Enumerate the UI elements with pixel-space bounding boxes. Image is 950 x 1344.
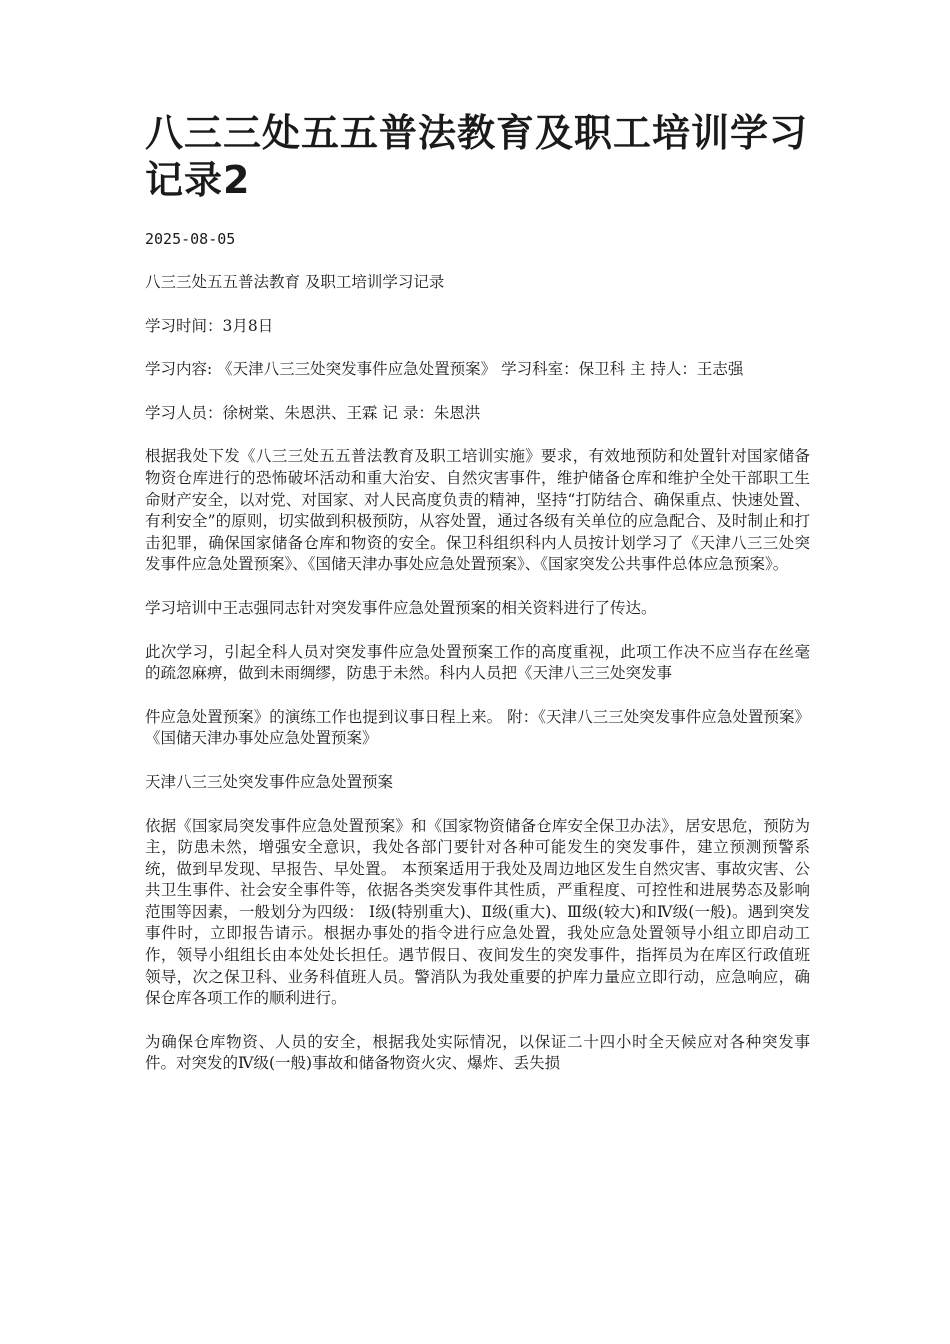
document-body — [145, 272, 810, 1097]
paragraph-plan-basis: 依据《国家局突发事件应急处置预案》和《国家物资储备仓库安全保卫办法》，居安思危，预防为主，防患未然，增强安全意识，我处各部门要针对各种可能发生的突发事件，建立预测预警系统，做到早发现、早报告、早处置。 本预案适用于我处及周边地区发生自然灾害、事故灾害、公共卫生事件、社会安全事件等，依据各类突发事件其性质，严重程度、可控性和进展势态及影响范围等因素，一般划分为四级： Ⅰ级(特别重大)、Ⅱ级(重大)、Ⅲ级(较大)和Ⅳ级(一般)。遇到突发事件时，立即报告请示。根据办事处的指令进行应急处置，我处应急处置领导小组立即启动工作，领导小组组长由本处处长担任。遇节假日、夜间发生的突发事件，指挥员为在库区行政值班领导，次之保卫科、业务科值班人员。警消队为我处重要的护库力量应立即行动，应急响应，确保仓库各项工作的顺利进行。 — [145, 816, 810, 1008]
paragraph-subtitle: 八三三处五五普法教育 及职工培训学习记录 — [145, 273, 445, 291]
paragraph-study-effect: 此次学习，引起全科人员对突发事件应急处置预案工作的高度重视，此项工作决不应当存在丝毫的疏忽麻痹，做到未雨绸缪，防患于未然。科内人员把《天津八三三处突发事 — [145, 642, 810, 683]
paragraph-study-content: 学习内容: 《天津八三三处突发事件应急处置预案》 学习科室：保卫科 主 持人：王志强 — [145, 360, 744, 379]
paragraph-appendix: 件应急处置预案》的演练工作也提到议事日程上来。 附：《天津八三三处突发事件应急处置预案》 《国储天津办事处应急处置预案》 — [145, 707, 810, 748]
document-title: 八三三处五五普法教育及职工培训学习记录2 — [145, 111, 809, 202]
paragraph-study-time: 学习时间：3月8日 — [145, 316, 274, 335]
paragraph-training-note: 学习培训中王志强同志针对突发事件应急处置预案的相关资料进行了传达。 — [145, 598, 657, 617]
paragraph-requirements: 根据我处下发《八三三处五五普法教育及职工培训实施》要求，有效地预防和处置针对国家储备物资仓库进行的恐怖破坏活动和重大治安、自然灾害事件，维护储备仓库和维护全处干部职工生命财产安全，以对党、对国家、对人民高度负责的精神，坚持“打防结合、确保重点、快速处置、有利安全”的原则，切实做到积极预防，从容处置，通过各级有关单位的应急配合、及时制止和打击犯罪，确保国家储备仓库和物资的安全。保卫科组织科内人员按计划学习了《天津八三三处突发事件应急处置预案》、《国储天津办事处应急处置预案》、《国家突发公共事件总体应急预案》。 — [145, 447, 810, 574]
paragraph-attendees: 学习人员：徐树棠、朱恩洪、王霖 记 录：朱恩洪 — [145, 403, 481, 422]
paragraph-plan-safety: 为确保仓库物资、人员的安全，根据我处实际情况，以保证二十四小时全天候应对各种突发事件。对突发的Ⅳ级(一般)事故和储备物资火灾、爆炸、丢失损 — [145, 1032, 810, 1073]
paragraph-plan-heading: 天津八三三处突发事件应急处置预案 — [145, 772, 394, 791]
document-date: 2025-08-05 — [145, 230, 236, 248]
document-page — [145, 110, 810, 1073]
